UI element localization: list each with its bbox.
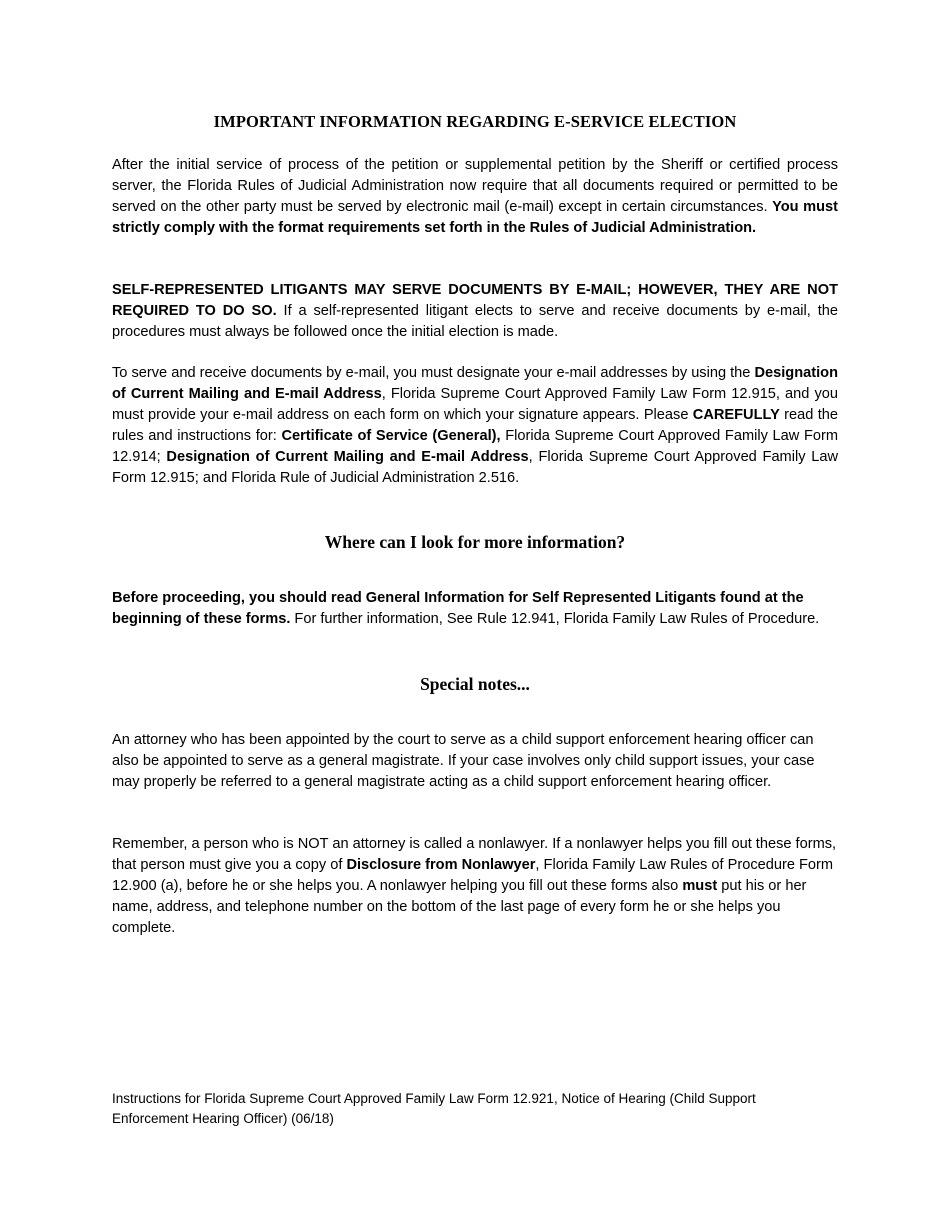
nonlawyer-text-2: , Florida Family Law Rules of Procedure Form 12.900 (a), before he or she helps you. A nonlawyer helping you fill out these forms also: [112, 856, 834, 894]
designation-paragraph: [112, 363, 838, 488]
more-info-heading: Where can I look for more information?: [324, 532, 626, 552]
self-represented-paragraph: [112, 280, 838, 343]
nonlawyer-text-3: put his or her name, address, and telephone number on the bottom of the last page of every form he or she helps you complete.: [112, 877, 807, 936]
carefully-emphasis: CAREFULLY: [692, 406, 780, 423]
page-footer: Instructions for Florida Supreme Court Approved Family Law Form 12.921, Notice of Hearing (Child Support Enforcement Hearing Officer) (06/18): [112, 1091, 756, 1126]
designation-form-name-2: Designation of Current Mailing and E-mail Address: [166, 448, 529, 465]
nonlawyer-paragraph: [112, 834, 838, 939]
attorney-paragraph: An attorney who has been appointed by the court to serve as a child support enforcement hearing officer can also be appointed to serve as a general magistrate. If your case involves only child support issues, your case may properly be referred to a general magistrate acting as a child support enforcement hearing officer.: [112, 732, 815, 790]
page-title: IMPORTANT INFORMATION REGARDING E-SERVICE ELECTION: [213, 112, 737, 131]
designation-text-5: , Florida Supreme Court Approved Family Law Form 12.915; and Florida Rule of Judicial Administration 2.516.: [112, 448, 838, 486]
designation-form-name: Designation of Current Mailing and E-mail Address: [112, 365, 838, 402]
designation-text-4: Florida Supreme Court Approved Family Law Form 12.914;: [112, 427, 838, 465]
eservice-text: After the initial service of process of the petition or supplemental petition by the Sheriff or certified process server, the Florida Rules of Judicial Administration now require that all documents required or permitted to be served on the other party must be served by electronic mail (e-mail) except in certain circumstances.: [112, 157, 838, 215]
eservice-paragraph: [112, 155, 838, 239]
self-represented-text: If a self-represented litigant elects to serve and receive documents by e-mail, the procedures must always be followed once the initial election is made.: [112, 302, 838, 340]
nonlawyer-text-1: Remember, a person who is NOT an attorney is called a nonlawyer. If a nonlawyer helps you fill out these forms, that person must give you a copy of: [112, 836, 837, 873]
designation-text-1: To serve and receive documents by e-mail, you must designate your e-mail addresses by using the: [112, 365, 755, 381]
proceeding-emphasis: Before proceeding, you should read General Information for Self Represented Litigants found at the beginning of these forms.: [112, 590, 804, 627]
designation-text-3: read the rules and instructions for:: [112, 406, 838, 444]
self-represented-emphasis: SELF-REPRESENTED LITIGANTS MAY SERVE DOCUMENTS BY E-MAIL; HOWEVER, THEY ARE NOT REQUIRED TO DO SO.: [112, 282, 838, 319]
must-emphasis: must: [682, 877, 718, 894]
certificate-form-name: Certificate of Service (General),: [281, 427, 501, 444]
designation-text-2: , Florida Supreme Court Approved Family Law Form 12.915, and you must provide your e-mail address on each form on which your signature appears. Please: [112, 385, 838, 423]
disclosure-form-name: Disclosure from Nonlawyer: [346, 856, 536, 873]
proceeding-paragraph: [112, 588, 838, 630]
proceeding-text: For further information, See Rule 12.941, Florida Family Law Rules of Procedure.: [290, 610, 820, 627]
eservice-emphasis: You must strictly comply with the format requirements set forth in the Rules of Judicial Administration.: [112, 198, 838, 236]
special-notes-heading: Special notes...: [420, 674, 530, 694]
